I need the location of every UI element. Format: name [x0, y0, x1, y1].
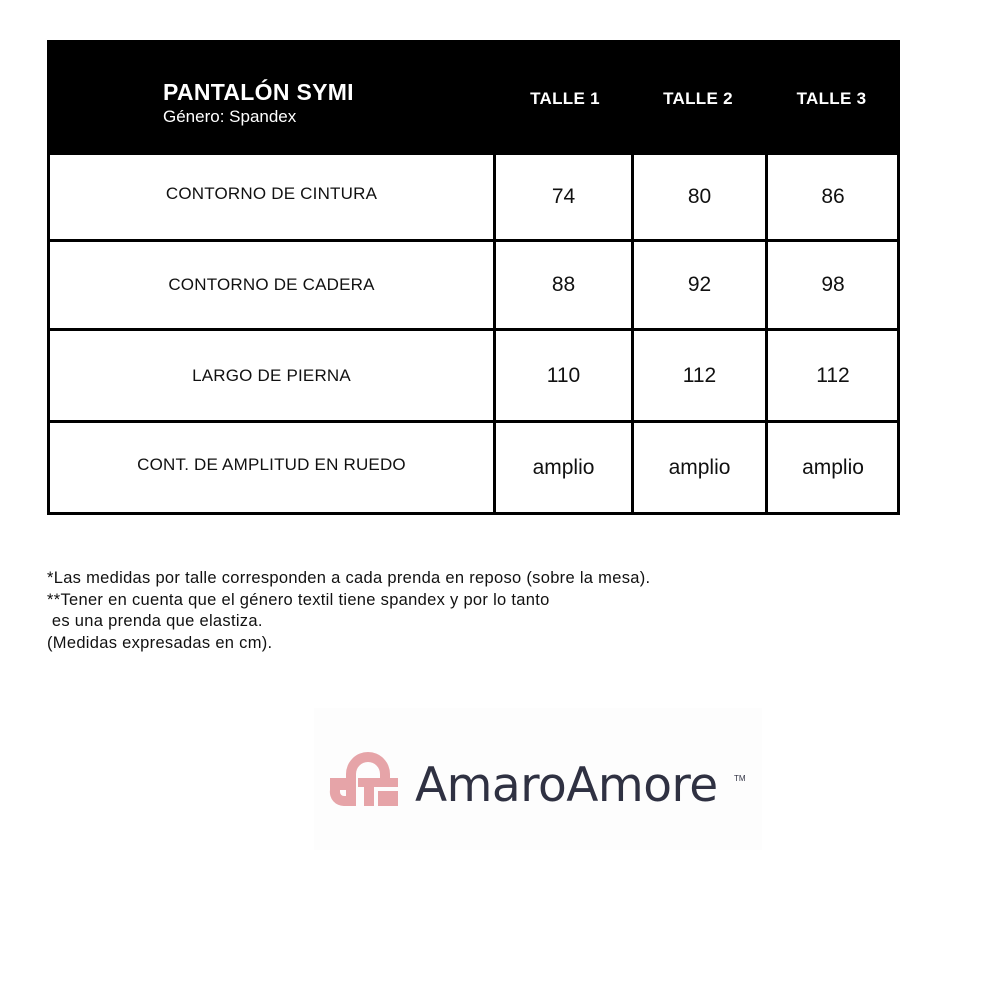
cell-value: amplio: [532, 455, 595, 479]
size-header-3: TALLE 3: [796, 89, 867, 108]
cell-value: 86: [821, 185, 845, 208]
cell-value: 110: [546, 363, 581, 387]
size-table: [47, 40, 900, 515]
row-label: CONTORNO DE CINTURA: [165, 184, 378, 203]
brand-logo: [314, 708, 762, 850]
product-title: PANTALÓN SYMI: [163, 79, 354, 105]
size-header-1: TALLE 1: [530, 89, 600, 108]
af-monogram-icon: [328, 734, 408, 814]
table-row: [50, 155, 897, 239]
cell-value: amplio: [802, 455, 864, 479]
note-line: *Las medidas por talle corresponden a cada prenda en reposo (sobre la mesa).: [47, 569, 651, 587]
cell-value: 98: [821, 273, 845, 296]
note-line: (Medidas expresadas en cm).: [47, 633, 273, 652]
cell-value: amplio: [668, 455, 731, 479]
cell-value: 88: [551, 273, 576, 296]
table-row: [50, 242, 897, 328]
table-row: [50, 423, 897, 512]
row-label: LARGO DE PIERNA: [192, 365, 351, 385]
measurement-notes: [47, 568, 650, 654]
table-header: [50, 43, 897, 155]
cell-value: 112: [682, 363, 717, 387]
product-fabric: Género: Spandex: [163, 107, 297, 126]
cell-value: 74: [551, 185, 576, 208]
cell-value: 92: [687, 273, 712, 296]
brand-name: AmaroAmore: [415, 758, 718, 813]
cell-value: 112: [816, 363, 850, 387]
row-label: CONTORNO DE CADERA: [168, 275, 375, 294]
size-header-2: TALLE 2: [663, 89, 733, 108]
row-label: CONT. DE AMPLITUD EN RUEDO: [137, 454, 406, 474]
note-line: es una prenda que elastiza.: [47, 612, 263, 630]
trademark-mark: TM: [734, 774, 746, 783]
table-row: [50, 331, 897, 420]
cell-value: 80: [687, 185, 712, 208]
note-line: **Tener en cuenta que el género textil tiene spandex y por lo tanto: [47, 590, 550, 609]
